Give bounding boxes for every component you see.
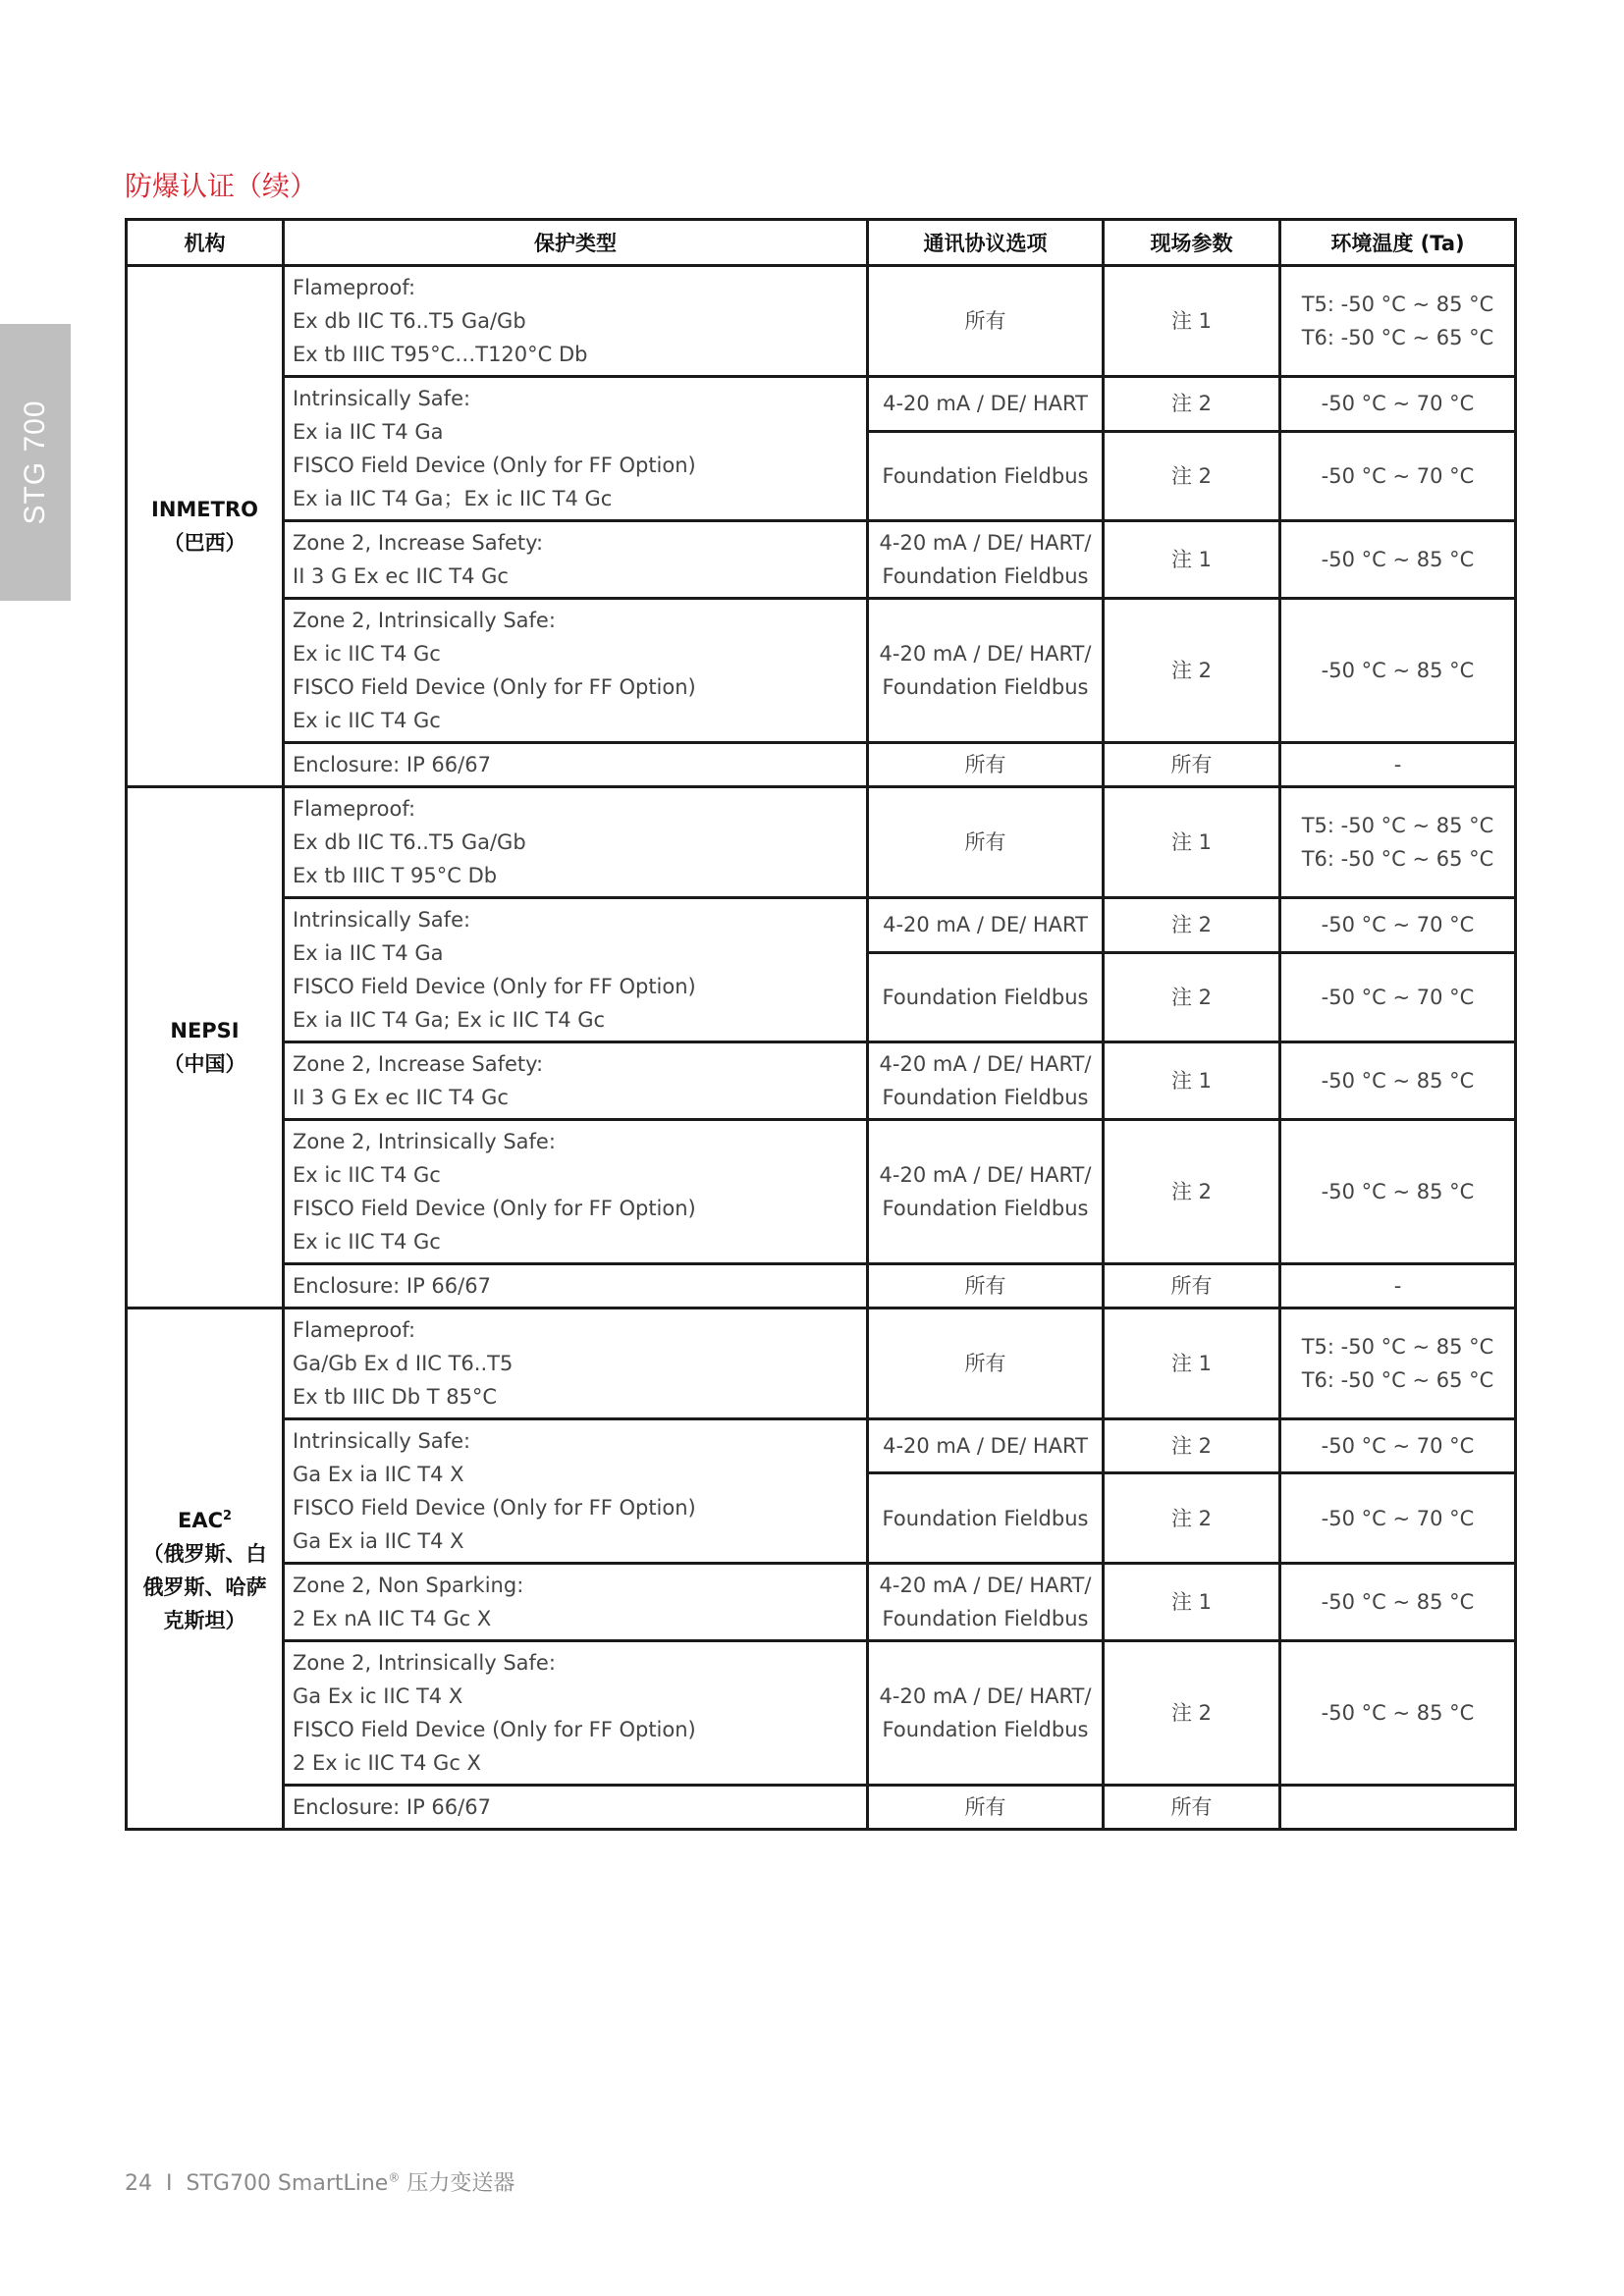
protection-line: Zone 2, Intrinsically Safe:: [293, 609, 556, 632]
ambient-temperature-cell: [1280, 266, 1516, 377]
ambient-temperature-cell: [1280, 599, 1516, 743]
header-field-parameters: 现场参数: [1104, 220, 1280, 266]
protection-line: FISCO Field Device (Only for FF Option): [293, 1197, 696, 1220]
temperature-line: -50 °C ~ 70 °C: [1321, 913, 1475, 937]
protection-line: Flameproof:: [293, 1318, 416, 1342]
page-footer: [125, 2166, 514, 2197]
field-parameter-cell: 注 2: [1104, 952, 1280, 1041]
field-parameter-cell: 注 2: [1104, 898, 1280, 953]
organization-region: （巴西）: [163, 531, 246, 555]
organization-region: （俄罗斯、白俄罗斯、哈萨克斯坦）: [142, 1542, 267, 1632]
ambient-temperature-cell: [1280, 1120, 1516, 1264]
temperature-line: -50 °C ~ 70 °C: [1321, 463, 1475, 488]
protection-line: Zone 2, Intrinsically Safe:: [293, 1130, 556, 1153]
protection-line: Zone 2, Non Sparking:: [293, 1574, 524, 1597]
ambient-temperature-cell: [1280, 1042, 1516, 1120]
protection-type-cell: [284, 743, 868, 787]
protocol-cell: 4-20 mA / DE/ HART/ Foundation Fieldbus: [868, 1641, 1104, 1786]
field-parameter-cell: 注 1: [1104, 787, 1280, 898]
protection-line: Ex ia IIC T4 Ga: [293, 941, 444, 965]
protection-type-cell: [284, 1564, 868, 1641]
ambient-temperature-cell: [1280, 1641, 1516, 1786]
protocol-cell: Foundation Fieldbus: [868, 1473, 1104, 1564]
footer-product: STG700 SmartLine: [186, 2171, 389, 2196]
protocol-cell: 4-20 mA / DE/ HART: [868, 377, 1104, 432]
table-row: [127, 1308, 1516, 1419]
header-protocol: 通讯协议选项: [868, 220, 1104, 266]
protection-line: Ex ic IIC T4 Gc: [293, 642, 441, 666]
protection-line: Intrinsically Safe:: [293, 1429, 471, 1453]
protection-line: Ex ia IIC T4 Ga；Ex ic IIC T4 Gc: [293, 487, 613, 510]
protection-line: II 3 G Ex ec IIC T4 Gc: [293, 1086, 509, 1109]
table-row: [127, 266, 1516, 377]
ambient-temperature-cell: [1280, 1564, 1516, 1641]
ambient-temperature-cell: [1280, 1264, 1516, 1308]
header-ambient-temperature: 环境温度 (Ta): [1280, 220, 1516, 266]
footer-subtitle: 压力变送器: [406, 2171, 515, 2196]
protection-type-cell: [284, 1786, 868, 1830]
ambient-temperature-cell: [1280, 521, 1516, 599]
protection-type-cell: [284, 377, 868, 521]
protection-type-cell: [284, 1264, 868, 1308]
protection-line: Ga Ex ia IIC T4 X: [293, 1529, 464, 1553]
protection-type-cell: [284, 1308, 868, 1419]
ambient-temperature-cell: [1280, 377, 1516, 432]
field-parameter-cell: 注 1: [1104, 1042, 1280, 1120]
protection-line: II 3 G Ex ec IIC T4 Gc: [293, 564, 509, 588]
organization-name-wrap: [134, 1500, 276, 1537]
temperature-line: -50 °C ~ 70 °C: [1321, 985, 1475, 1009]
page-number: 24: [125, 2171, 152, 2196]
table-header-row: [127, 220, 1516, 266]
field-parameter-cell: 所有: [1104, 1786, 1280, 1830]
ambient-temperature-cell: [1280, 1473, 1516, 1564]
field-parameter-cell: 注 1: [1104, 266, 1280, 377]
temperature-line: -50 °C ~ 70 °C: [1321, 1434, 1475, 1459]
field-parameter-cell: 注 1: [1104, 521, 1280, 599]
ambient-temperature-cell: [1280, 431, 1516, 520]
protection-line: Ex db IIC T6..T5 Ga/Gb: [293, 830, 526, 854]
protocol-cell: 所有: [868, 1264, 1104, 1308]
field-parameter-cell: 注 2: [1104, 377, 1280, 432]
protocol-cell: 4-20 mA / DE/ HART/ Foundation Fieldbus: [868, 599, 1104, 743]
protection-line: FISCO Field Device (Only for FF Option): [293, 1496, 696, 1520]
protection-line: Enclosure: IP 66/67: [293, 753, 491, 776]
table-body: [127, 266, 1516, 1830]
protection-line: Ex ia IIC T4 Ga: [293, 420, 444, 444]
protection-line: FISCO Field Device (Only for FF Option): [293, 675, 696, 699]
field-parameter-cell: 注 2: [1104, 599, 1280, 743]
field-parameter-cell: 注 1: [1104, 1564, 1280, 1641]
temperature-line: T5: -50 °C ~ 85 °C: [1301, 293, 1494, 316]
protection-type-cell: [284, 787, 868, 898]
table-row: [127, 898, 1516, 953]
field-parameter-cell: 所有: [1104, 1264, 1280, 1308]
protection-line: Ex ic IIC T4 Gc: [293, 1230, 441, 1254]
table-row: [127, 1786, 1516, 1830]
protocol-cell: 所有: [868, 266, 1104, 377]
ambient-temperature-cell: [1280, 743, 1516, 787]
ambient-temperature-cell: [1280, 952, 1516, 1041]
protection-line: Ex ic IIC T4 Gc: [293, 1163, 441, 1187]
protection-line: Zone 2, Increase Safety:: [293, 531, 544, 555]
ambient-temperature-cell: [1280, 898, 1516, 953]
certification-table: [125, 218, 1517, 1831]
temperature-line: -50 °C ~ 70 °C: [1321, 392, 1475, 416]
temperature-line: T6: -50 °C ~ 65 °C: [1301, 847, 1494, 871]
footer-separator: I: [166, 2171, 173, 2196]
organization-name: EAC: [177, 1509, 223, 1532]
table-row: [127, 743, 1516, 787]
temperature-line: -50 °C ~ 85 °C: [1321, 1180, 1475, 1203]
side-tab: [0, 324, 71, 601]
field-parameter-cell: 注 2: [1104, 431, 1280, 520]
table-row: [127, 377, 1516, 432]
protection-line: FISCO Field Device (Only for FF Option): [293, 1718, 696, 1741]
footnote-marker: 2: [222, 1509, 233, 1523]
protection-line: Enclosure: IP 66/67: [293, 1795, 491, 1819]
protection-line: Ex tb IIIC Db T 85°C: [293, 1385, 498, 1409]
table-row: [127, 1264, 1516, 1308]
field-parameter-cell: 注 2: [1104, 1473, 1280, 1564]
organization-name-wrap: [134, 1014, 276, 1047]
protection-type-cell: [284, 1042, 868, 1120]
protection-line: Ga/Gb Ex d IIC T6..T5: [293, 1352, 514, 1375]
protocol-cell: 4-20 mA / DE/ HART/ Foundation Fieldbus: [868, 521, 1104, 599]
protection-line: Enclosure: IP 66/67: [293, 1274, 491, 1298]
protection-line: Zone 2, Increase Safety:: [293, 1052, 544, 1076]
protection-type-cell: [284, 1120, 868, 1264]
temperature-line: T6: -50 °C ~ 65 °C: [1301, 1368, 1494, 1392]
ambient-temperature-cell: [1280, 1308, 1516, 1419]
field-parameter-cell: 注 2: [1104, 1120, 1280, 1264]
table-row: [127, 1641, 1516, 1786]
table-row: [127, 1042, 1516, 1120]
protection-line: 2 Ex nA IIC T4 Gc X: [293, 1607, 492, 1630]
protocol-cell: Foundation Fieldbus: [868, 952, 1104, 1041]
temperature-line: T6: -50 °C ~ 65 °C: [1301, 326, 1494, 349]
protection-line: Flameproof:: [293, 797, 416, 821]
organization-cell: [127, 787, 284, 1308]
protection-line: Ex ia IIC T4 Ga; Ex ic IIC T4 Gc: [293, 1008, 606, 1032]
protection-type-cell: [284, 266, 868, 377]
side-tab-label: STG 700: [19, 400, 51, 525]
protection-line: Zone 2, Intrinsically Safe:: [293, 1651, 556, 1675]
field-parameter-cell: 注 1: [1104, 1308, 1280, 1419]
organization-name: NEPSI: [170, 1019, 240, 1042]
header-organization: 机构: [127, 220, 284, 266]
table-row: [127, 787, 1516, 898]
field-parameter-cell: 注 2: [1104, 1419, 1280, 1473]
protection-line: Ex tb IIIC T 95°C Db: [293, 864, 498, 887]
table-row: [127, 521, 1516, 599]
protection-line: FISCO Field Device (Only for FF Option): [293, 454, 696, 477]
ambient-temperature-cell: [1280, 1419, 1516, 1473]
header-protection-type: 保护类型: [284, 220, 868, 266]
protection-line: Ex ic IIC T4 Gc: [293, 709, 441, 732]
protection-line: Ex tb IIIC T95°C…T120°C Db: [293, 343, 588, 366]
protocol-cell: 4-20 mA / DE/ HART/ Foundation Fieldbus: [868, 1564, 1104, 1641]
temperature-line: -: [1393, 1274, 1402, 1298]
protection-type-cell: [284, 1641, 868, 1786]
field-parameter-cell: 所有: [1104, 743, 1280, 787]
temperature-line: T5: -50 °C ~ 85 °C: [1301, 1335, 1494, 1359]
protocol-cell: 所有: [868, 787, 1104, 898]
protection-line: Intrinsically Safe:: [293, 908, 471, 932]
protocol-cell: Foundation Fieldbus: [868, 431, 1104, 520]
protocol-cell: 所有: [868, 1786, 1104, 1830]
protection-type-cell: [284, 599, 868, 743]
protocol-cell: 4-20 mA / DE/ HART: [868, 898, 1104, 953]
protection-line: FISCO Field Device (Only for FF Option): [293, 975, 696, 998]
organization-cell: [127, 266, 284, 787]
section-title: 防爆认证（续）: [125, 170, 318, 202]
table-row: [127, 599, 1516, 743]
table-row: [127, 1564, 1516, 1641]
organization-name: INMETRO: [151, 498, 258, 521]
field-parameter-cell: 注 2: [1104, 1641, 1280, 1786]
table-row: [127, 1419, 1516, 1473]
protection-line: Ga Ex ic IIC T4 X: [293, 1684, 463, 1708]
protection-line: Intrinsically Safe:: [293, 387, 471, 410]
temperature-line: -50 °C ~ 85 °C: [1321, 1701, 1475, 1725]
protection-line: Flameproof:: [293, 276, 416, 299]
temperature-line: T5: -50 °C ~ 85 °C: [1301, 814, 1494, 837]
ambient-temperature-cell: [1280, 1786, 1516, 1830]
ambient-temperature-cell: [1280, 787, 1516, 898]
organization-cell: [127, 1308, 284, 1830]
table-row: [127, 1120, 1516, 1264]
protocol-cell: 所有: [868, 743, 1104, 787]
temperature-line: -50 °C ~ 85 °C: [1321, 548, 1475, 571]
protection-line: Ga Ex ia IIC T4 X: [293, 1463, 464, 1486]
organization-name-wrap: [134, 493, 276, 526]
protocol-cell: 所有: [868, 1308, 1104, 1419]
protection-line: Ex db IIC T6..T5 Ga/Gb: [293, 309, 526, 333]
protocol-cell: 4-20 mA / DE/ HART: [868, 1419, 1104, 1473]
organization-region: （中国）: [163, 1052, 246, 1076]
protection-type-cell: [284, 1419, 868, 1564]
registered-mark: ®: [388, 2170, 401, 2185]
protection-type-cell: [284, 521, 868, 599]
temperature-line: -50 °C ~ 85 °C: [1321, 1069, 1475, 1093]
protocol-cell: 4-20 mA / DE/ HART/ Foundation Fieldbus: [868, 1042, 1104, 1120]
temperature-line: -50 °C ~ 85 °C: [1321, 659, 1475, 682]
protection-type-cell: [284, 898, 868, 1042]
protocol-cell: 4-20 mA / DE/ HART/ Foundation Fieldbus: [868, 1120, 1104, 1264]
temperature-line: -50 °C ~ 85 °C: [1321, 1590, 1475, 1614]
temperature-line: -: [1393, 753, 1402, 776]
temperature-line: -50 °C ~ 70 °C: [1321, 1506, 1475, 1530]
protection-line: 2 Ex ic IIC T4 Gc X: [293, 1751, 481, 1775]
